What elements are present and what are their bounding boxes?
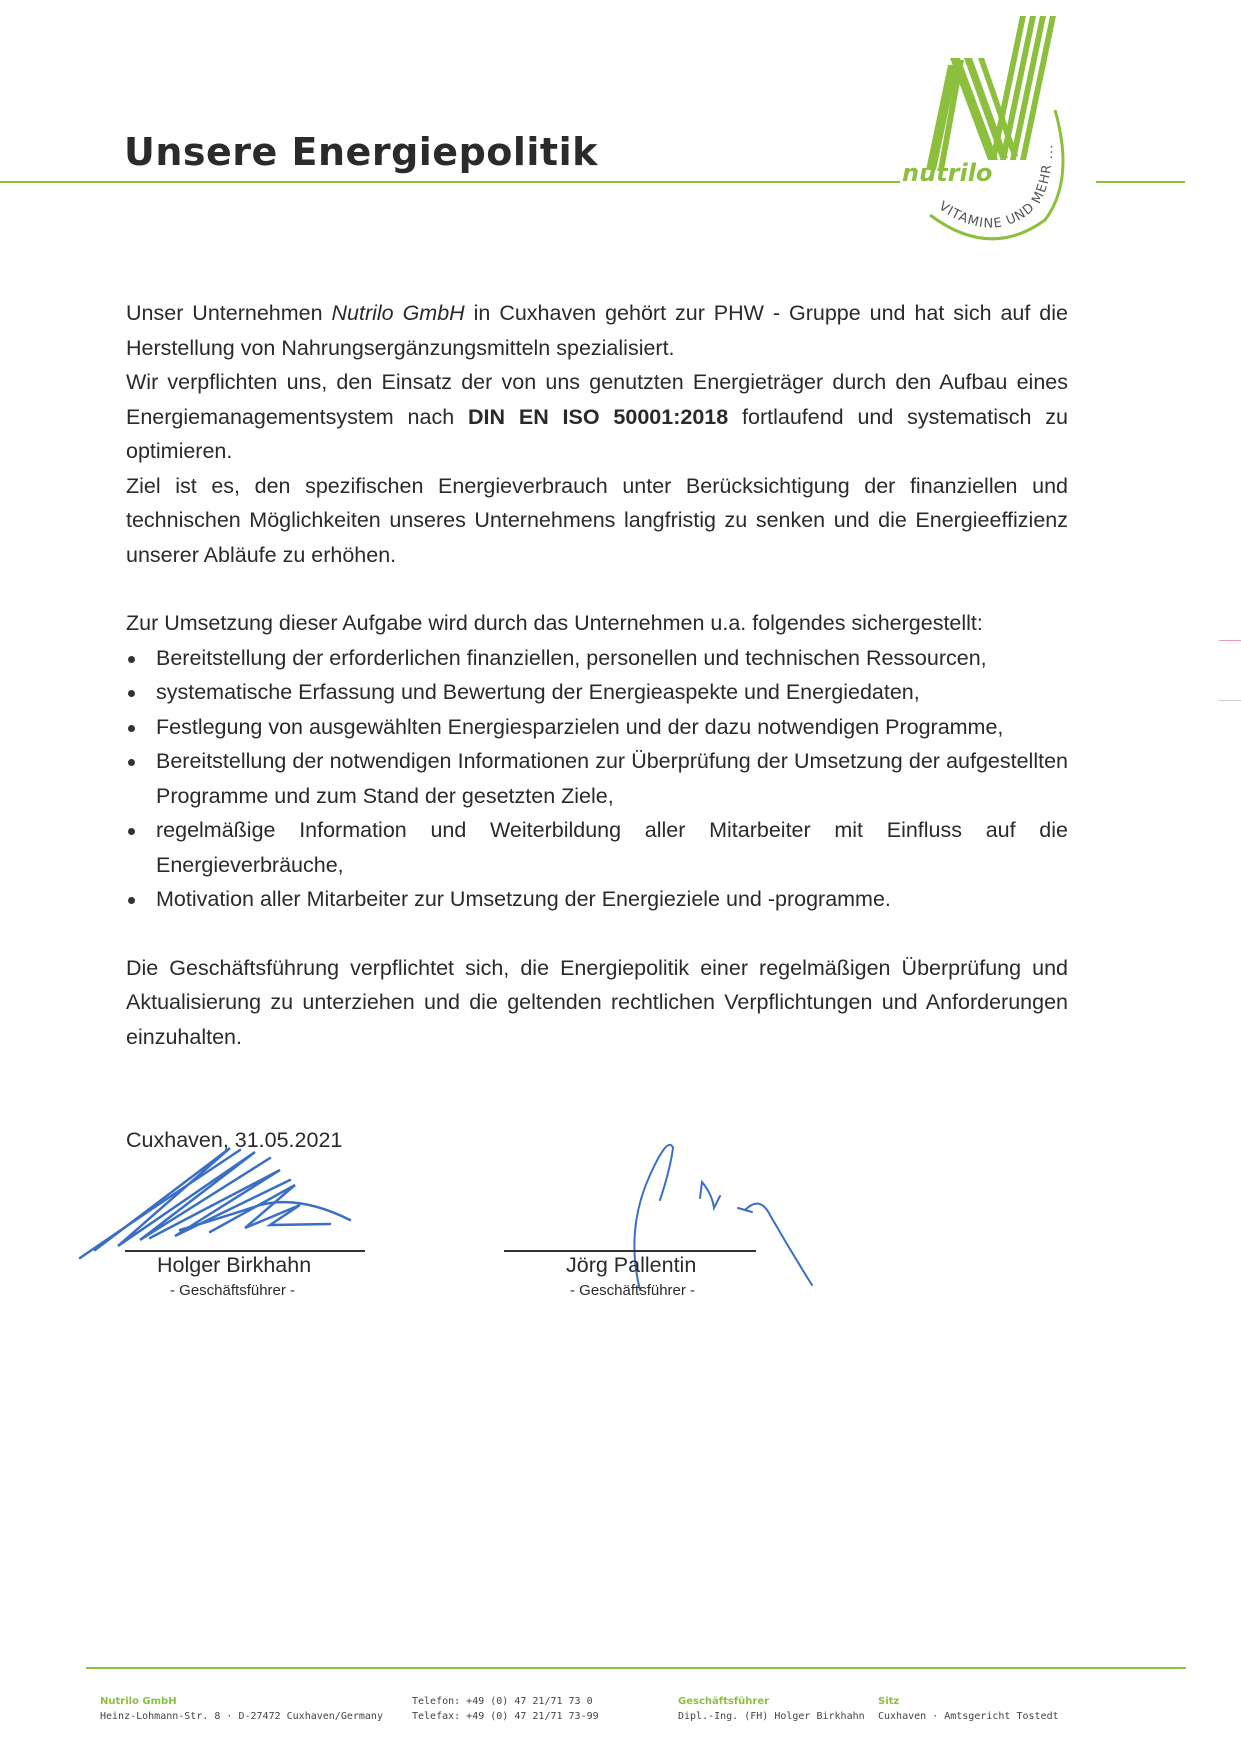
list-item: Festlegung von ausgewählten Energiesparzielen und der dazu notwendigen Programme,: [126, 710, 1068, 745]
footer-contact: [412, 1694, 599, 1724]
closing-paragraph: Die Geschäftsführung verpflichtet sich, die Energiepolitik einer regelmäßigen Überprüfung und Aktualisierung zu unterziehen und die geltenden rechtlichen Verpflichtungen und Anforderungen einzuhalten.: [126, 955, 1068, 1049]
list-item: regelmäßige Information und Weiterbildung aller Mitarbeiter mit Einfluss auf die Energieverbräuche,: [126, 813, 1068, 882]
signer-name-right: Jörg Pallentin: [566, 1253, 697, 1277]
footer-seat: [878, 1694, 1059, 1724]
list-item: Bereitstellung der notwendigen Informationen zur Überprüfung der Umsetzung der aufgestellten Programme und zum Stand der gesetzten Ziele,: [126, 744, 1068, 813]
page-title: Unsere Energiepolitik: [124, 130, 598, 174]
footer-fax: Telefax: +49 (0) 47 21/71 73-99: [412, 1711, 599, 1722]
list-item: Bereitstellung der erforderlichen finanziellen, personellen und technischen Ressourcen,: [126, 641, 1068, 676]
measures-list: [126, 641, 1068, 917]
intro-paragraph: [126, 296, 1068, 365]
logo-brand: nutrilo: [902, 159, 993, 187]
signature-line-left: [125, 1250, 365, 1252]
header-rule-left: [0, 181, 900, 183]
goal-paragraph: Ziel ist es, den spezifischen Energieverbrauch unter Berücksichtigung der finanziellen und technischen Möglichkeiten unseres Unternehmens langfristig zu senken und die Energieeffizienz unserer Abläufe zu erhöhen.: [126, 473, 1068, 567]
footer-seat-head: Sitz: [878, 1696, 900, 1707]
place-date: Cuxhaven, 31.05.2021: [126, 1128, 343, 1152]
list-intro: Zur Umsetzung dieser Aufgabe wird durch das Unternehmen u.a. folgendes sichergestellt:: [126, 611, 983, 635]
footer-management-head: Geschäftsführer: [678, 1696, 770, 1707]
footer-phone: Telefon: +49 (0) 47 21/71 73 0: [412, 1696, 593, 1707]
commitment-after: fortlaufend und systematisch zu optimieren.: [126, 404, 1068, 463]
iso-standard: DIN EN ISO 50001:2018: [467, 404, 729, 429]
logo-tagline: VITAMINE UND MEHR ...: [935, 143, 1057, 232]
nutrilo-logo: [880, 10, 1080, 275]
commitment-before: Wir verpflichten uns, den Einsatz der von uns genutzten Energieträger durch den Aufbau eines Energiemanagementsystem nach: [126, 370, 1068, 429]
policy-body: [126, 296, 1068, 1054]
commitment-paragraph: [126, 365, 1068, 469]
header-rule-right: [1096, 181, 1185, 183]
footer-seat-line: Cuxhaven · Amtsgericht Tostedt: [878, 1711, 1059, 1722]
footer-management: [678, 1694, 865, 1724]
signature-line-right: [504, 1250, 756, 1252]
signer-role-right: - Geschäftsführer -: [570, 1282, 696, 1299]
scan-edge-mark: [1219, 700, 1241, 701]
list-item: systematische Erfassung und Bewertung der Energieaspekte und Energiedaten,: [126, 675, 1068, 710]
logo-mark-icon: [880, 10, 1080, 275]
signer-name-left: Holger Birkhahn: [157, 1253, 312, 1277]
footer-company: [100, 1694, 383, 1724]
footer-management-name: Dipl.-Ing. (FH) Holger Birkhahn: [678, 1711, 865, 1722]
list-item: Motivation aller Mitarbeiter zur Umsetzung der Energieziele und -programme.: [126, 882, 1068, 917]
intro-before: Unser Unternehmen: [126, 301, 332, 325]
footer-address: Heinz-Lohmann-Str. 8 · D-27472 Cuxhaven/Germany: [100, 1711, 383, 1722]
footer-rule: [86, 1667, 1186, 1669]
intro-after: in Cuxhaven gehört zur PHW - Gruppe und hat sich auf die Herstellung von Nahrungsergänzungsmitteln spezialisiert.: [126, 301, 1068, 360]
company-name: Nutrilo GmbH: [331, 301, 465, 325]
signer-role-left: - Geschäftsführer -: [170, 1282, 296, 1299]
footer-company-name: Nutrilo GmbH: [100, 1696, 177, 1707]
scan-edge-mark: [1219, 640, 1241, 641]
